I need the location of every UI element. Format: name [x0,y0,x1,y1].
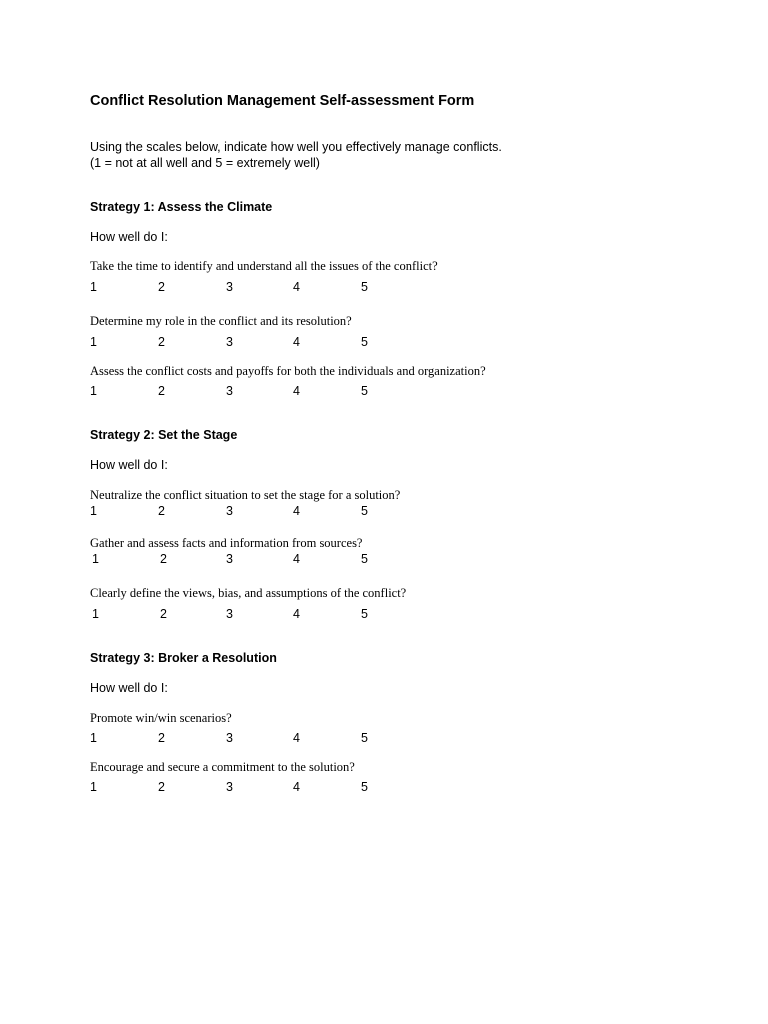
rating-option[interactable]: 3 [226,335,233,349]
rating-option[interactable]: 5 [361,607,368,621]
intro-line-1: Using the scales below, indicate how well you effectively manage conflicts. [90,140,502,154]
strategy-heading: Strategy 1: Assess the Climate [90,200,273,214]
rating-option[interactable]: 4 [293,280,300,294]
question-text: Take the time to identify and understand all the issues of the conflict? [90,259,438,273]
rating-option[interactable]: 4 [293,780,300,794]
strategy-prompt: How well do I: [90,458,168,472]
strategy-prompt: How well do I: [90,681,168,695]
rating-scale [90,279,390,295]
rating-option[interactable]: 3 [226,731,233,745]
rating-option[interactable]: 5 [361,552,368,566]
rating-option[interactable]: 1 [92,607,99,621]
rating-option[interactable]: 4 [293,335,300,349]
question-text: Clearly define the views, bias, and assumptions of the conflict? [90,586,407,600]
rating-option[interactable]: 3 [226,780,233,794]
question-text: Neutralize the conflict situation to set the stage for a solution? [90,488,401,502]
rating-option[interactable]: 2 [158,384,165,398]
rating-scale [90,551,390,567]
rating-option[interactable]: 2 [158,335,165,349]
strategy-prompt: How well do I: [90,230,168,244]
rating-option[interactable]: 1 [90,280,97,294]
rating-option[interactable]: 5 [361,780,368,794]
rating-option[interactable]: 3 [226,384,233,398]
rating-option[interactable]: 2 [158,731,165,745]
rating-option[interactable]: 3 [226,504,233,518]
rating-scale [90,503,390,519]
question-text: Promote win/win scenarios? [90,711,232,725]
rating-option[interactable]: 1 [90,780,97,794]
rating-scale [90,383,390,399]
rating-scale [90,606,390,622]
rating-option[interactable]: 4 [293,607,300,621]
question-text: Gather and assess facts and information from sources? [90,536,363,550]
rating-option[interactable]: 1 [90,731,97,745]
rating-scale [90,334,390,350]
rating-option[interactable]: 5 [361,335,368,349]
rating-option[interactable]: 1 [90,504,97,518]
form-title: Conflict Resolution Management Self-assessment Form [90,93,475,109]
intro-line-2: (1 = not at all well and 5 = extremely well) [90,156,320,170]
rating-option[interactable]: 1 [90,384,97,398]
rating-option[interactable]: 3 [226,607,233,621]
rating-option[interactable]: 3 [226,552,233,566]
question-text: Assess the conflict costs and payoffs for both the individuals and organization? [90,364,486,378]
rating-option[interactable]: 2 [160,607,167,621]
rating-option[interactable]: 2 [158,280,165,294]
question-text: Determine my role in the conflict and its resolution? [90,314,352,328]
rating-option[interactable]: 2 [158,504,165,518]
rating-option[interactable]: 5 [361,731,368,745]
rating-option[interactable]: 2 [160,552,167,566]
rating-option[interactable]: 1 [92,552,99,566]
rating-scale [90,779,390,795]
rating-option[interactable]: 2 [158,780,165,794]
rating-option[interactable]: 5 [361,384,368,398]
rating-option[interactable]: 5 [361,504,368,518]
rating-option[interactable]: 4 [293,731,300,745]
strategy-heading: Strategy 2: Set the Stage [90,428,238,442]
rating-option[interactable]: 5 [361,280,368,294]
rating-option[interactable]: 4 [293,504,300,518]
rating-option[interactable]: 4 [293,384,300,398]
rating-option[interactable]: 3 [226,280,233,294]
question-text: Encourage and secure a commitment to the solution? [90,760,355,774]
rating-option[interactable]: 4 [293,552,300,566]
rating-option[interactable]: 1 [90,335,97,349]
rating-scale [90,730,390,746]
strategy-heading: Strategy 3: Broker a Resolution [90,651,277,665]
